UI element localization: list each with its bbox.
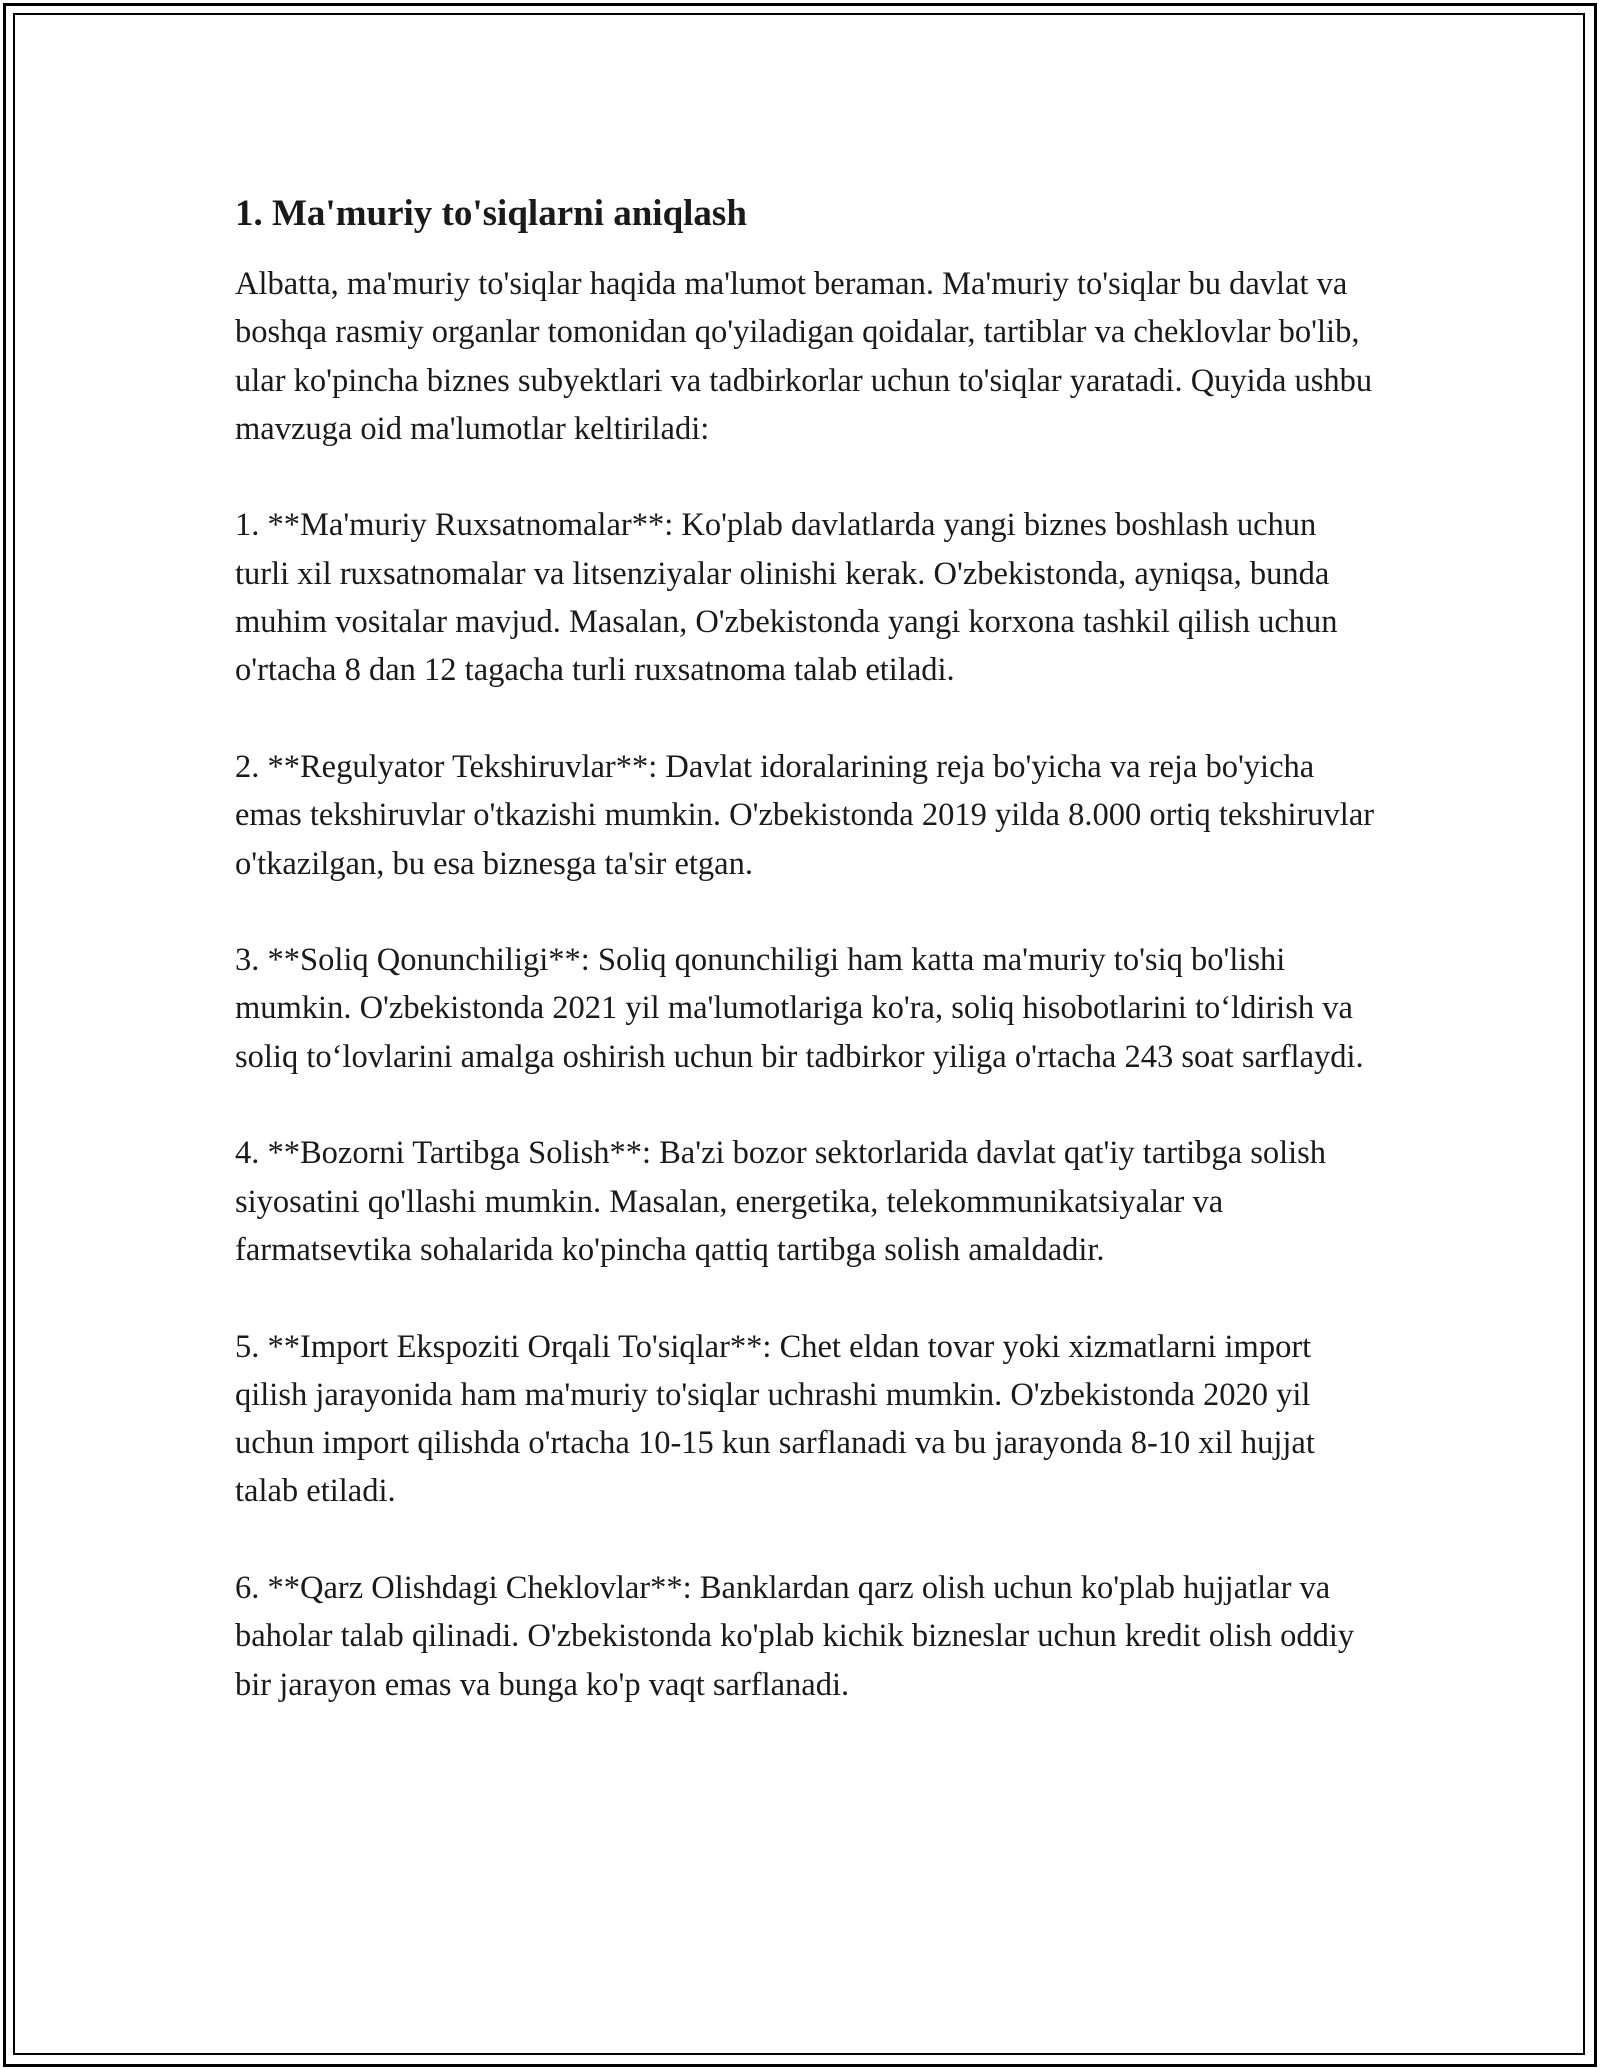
list-item: 3. **Soliq Qonunchiligi**: Soliq qonunchiligi ham katta ma'muriy to'siq bo'lishi mumkin. O'zbekistonda 2021 yil ma'lumotlariga ko'ra, soliq hisobotlarini to‘ldirish va soliq to‘lovlarini amalga oshirish uchun bir tadbirkor yiliga o'rtacha 243 soat sarflaydi. <box>235 942 1364 1075</box>
list-item: 4. **Bozorni Tartibga Solish**: Ba'zi bozor sektorlarida davlat qat'iy tartibga solish siyosatini qo'llashi mumkin. Masalan, energetika, telekommunikatsiyalar va farmatsevtika sohalarida ko'pincha qattiq tartibga solish amaldadir. <box>235 1135 1327 1268</box>
document-title: 1. Ma'muriy to'siqlarni aniqlash <box>235 193 747 234</box>
list-item: 2. **Regulyator Tekshiruvlar**: Davlat idoralarining reja bo'yicha va reja bo'yicha emas tekshiruvlar o'tkazishi mumkin. O'zbekistonda 2019 yilda 8.000 ortiq tekshiruvlar o'tkazilgan, bu esa biznesga ta'sir etgan. <box>235 748 1375 882</box>
document-body <box>235 186 1375 1757</box>
list-item: 1. **Ma'muriy Ruxsatnomalar**: Ko'plab davlatlarda yangi biznes boshlash uchun turli xil ruxsatnomalar va litsenziyalar olinishi kerak. O'zbekistonda, ayniqsa, bunda muhim vositalar mavjud. Masalan, O'zbekistonda yangi korxona tashkil qilish uchun o'rtacha 8 dan 12 tagacha turli ruxsatnoma talab etiladi. <box>235 507 1338 689</box>
list-item: 6. **Qarz Olishdagi Cheklovlar**: Banklardan qarz olish uchun ko'plab hujjatlar va baholar talab qilinadi. O'zbekistonda ko'plab kichik bizneslar uchun kredit olish oddiy bir jarayon emas va bunga ko'p vaqt sarflanadi. <box>235 1570 1355 1703</box>
list-item: 5. **Import Ekspoziti Orqali To'siqlar**: Chet eldan tovar yoki xizmatlarni import qilish jarayonida ham ma'muriy to'siqlar uchrashi mumkin. O'zbekistonda 2020 yil uchun import qilishda o'rtacha 10-15 kun sarflanadi va bu jarayonda 8-10 xil hujjat talab etiladi. <box>235 1328 1315 1510</box>
intro-paragraph: Albatta, ma'muriy to'siqlar haqida ma'lumot beraman. Ma'muriy to'siqlar bu davlat va boshqa rasmiy organlar tomonidan qo'yiladigan qoidalar, tartiblar va cheklovlar bo'lib, ular ko'pincha biznes subyektlari va tadbirkorlar uchun to'siqlar yaratadi. Quyida ushbu mavzuga oid ma'lumotlar keltiriladi: <box>235 266 1373 447</box>
